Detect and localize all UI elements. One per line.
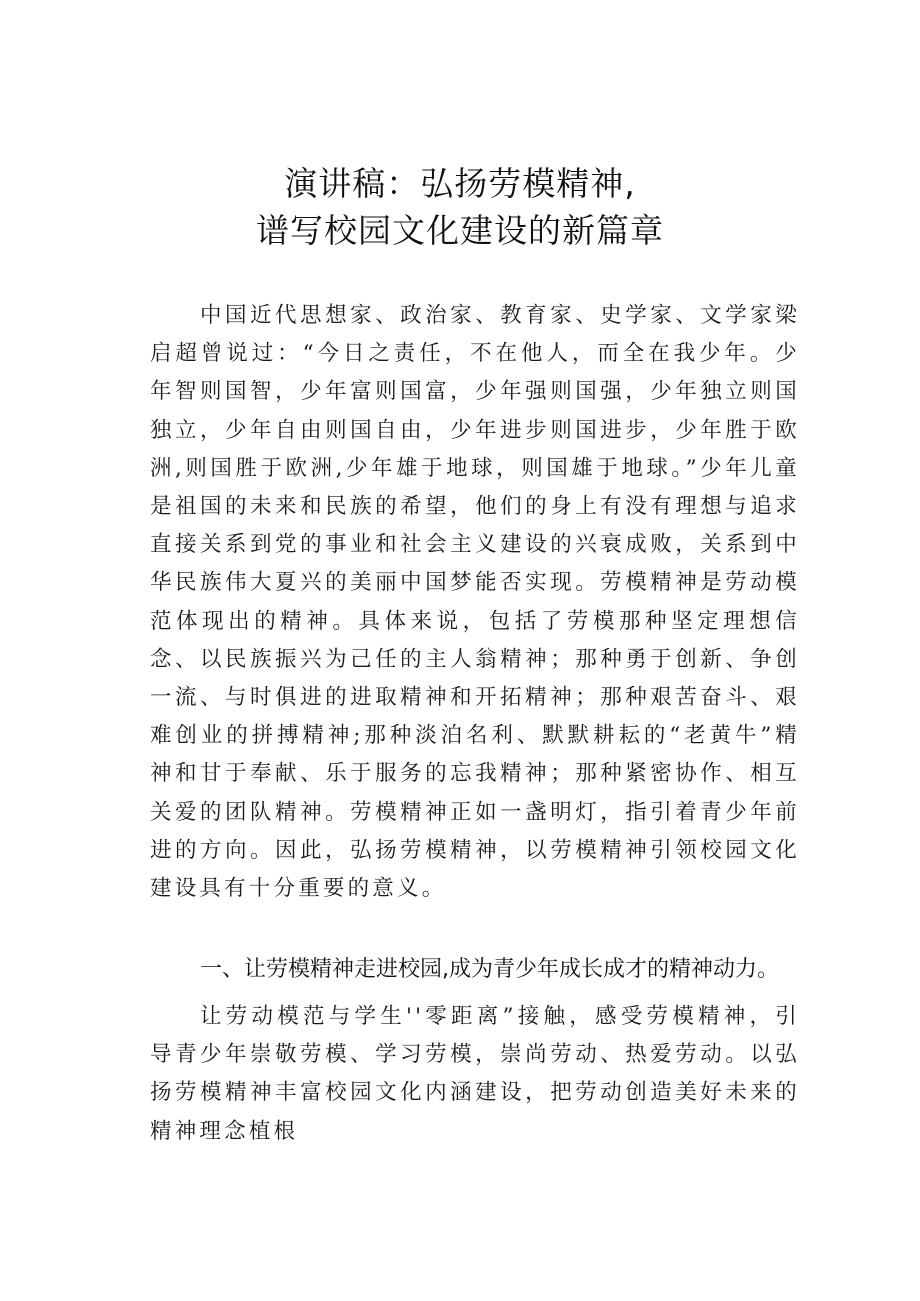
body-paragraph-1: 中国近代思想家、政治家、教育家、史学家、文学家梁启超曾说过：“今日之责任，不在他人，而全在我少年。少年智则国智，少年富则国富，少年强则国强，少年独立则国独立，少年自由则国自由，少年进步则国进步，少年胜于欧洲,则国胜于欧洲,少年雄于地球，则国雄于地球。”少年儿童是祖国的未来和民族的希望，他们的身上有没有理想与追求直接关系到党的事业和社会主义建设的兴衰成败，关系到中华民族伟大夏兴的美丽中国梦能否实现。劳模精神是劳动模范体现出的精神。具体来说，包括了劳模那种坚定理想信念、以民族振兴为己任的主人翁精神；那种勇于创新、争创一流、与时俱进的进取精神和开拓精神；那种艰苦奋斗、艰难创业的拼搏精神;那种淡泊名利、默默耕耘的“老黄牛”精神和甘于奉献、乐于服务的忘我精神；那种紧密协作、相互关爱的团队精神。劳模精神正如一盏明灯，指引着青少年前进的方向。因此，弘扬劳模精神，以劳模精神引领校园文化建设具有十分重要的意义。: [150, 303, 800, 902]
document-title-line-1: 演讲稿：弘扬劳模精神,: [284, 164, 636, 203]
section-heading-1: 一、让劳模精神走进校园,成为青少年成长成才的精神动力。: [200, 957, 779, 982]
document-title-line-2: 谱写校园文化建设的新篇章: [256, 211, 664, 250]
body-paragraph-2: 让劳动模范与学生''零距离”接触，感受劳模精神，引导青少年崇敬劳模、学习劳模，崇尚劳动、热爱劳动。以弘扬劳模精神丰富校园文化内涵建设，把劳动创造美好未来的精神理念植根: [150, 1004, 800, 1144]
